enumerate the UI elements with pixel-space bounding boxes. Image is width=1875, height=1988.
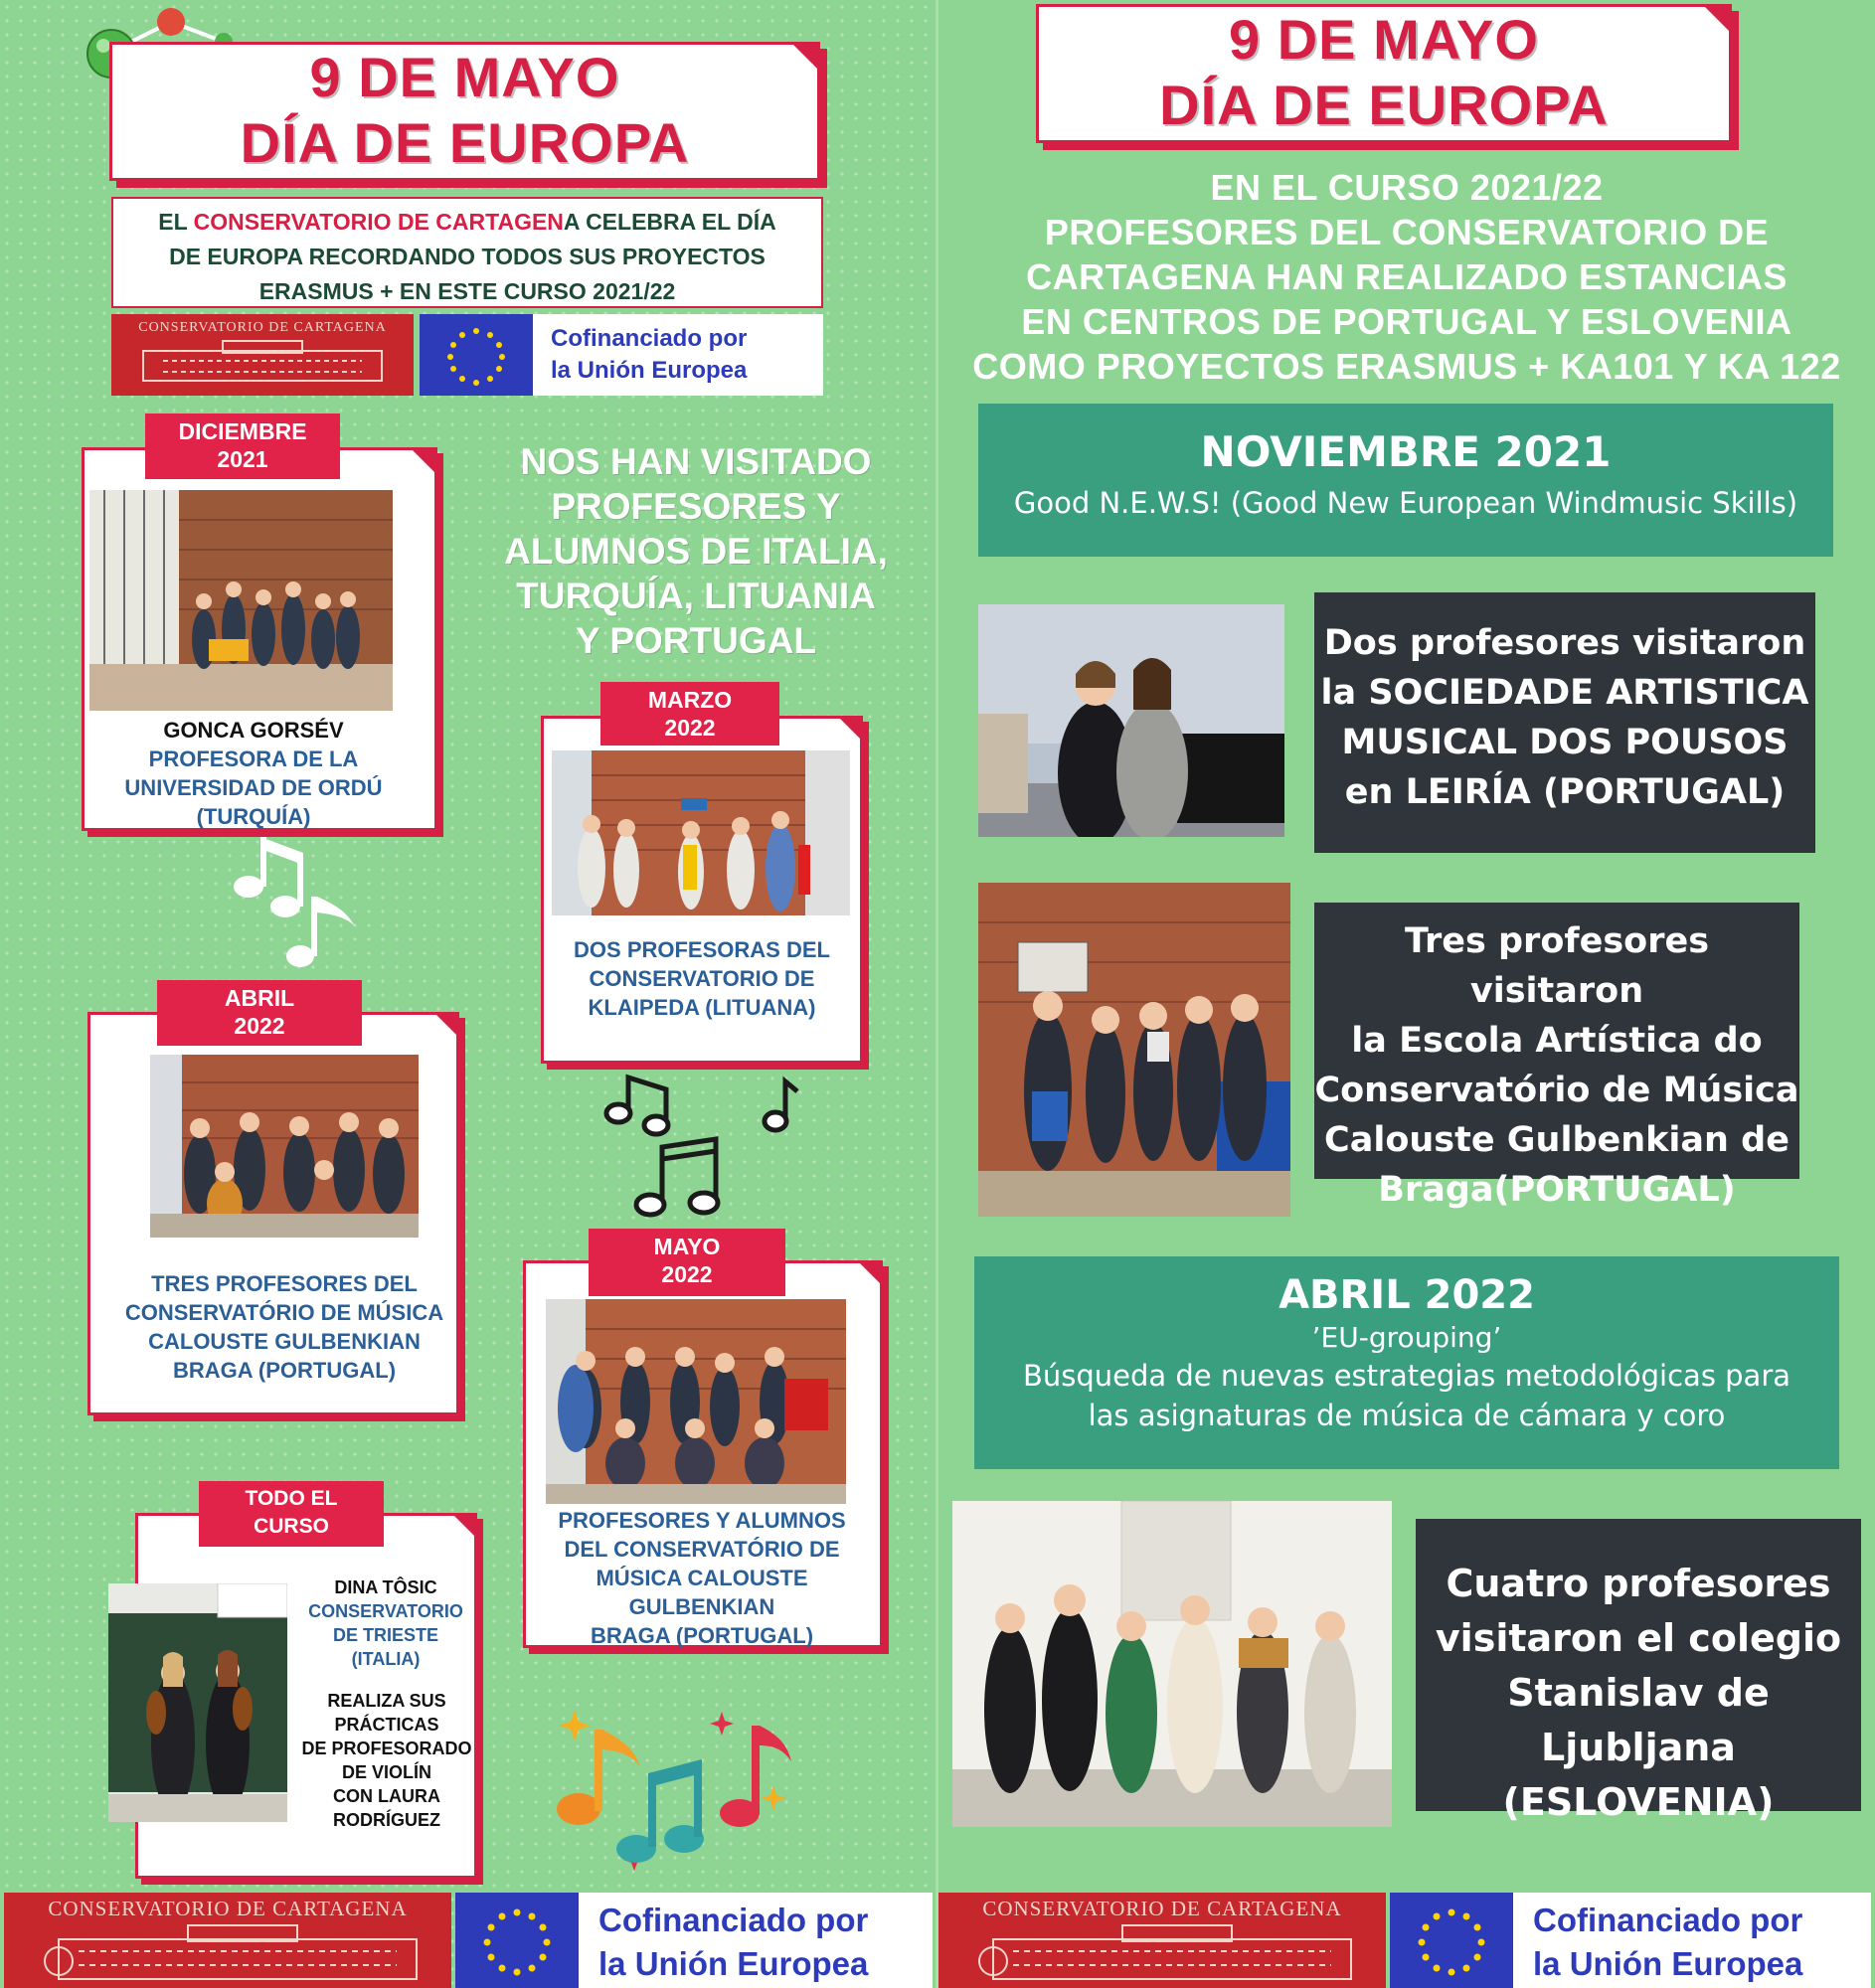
abril-description: Búsqueda de nuevas estrategias metodológicas para las asignaturas de música de cámara y coro — [1022, 1359, 1791, 1432]
noviembre-box — [978, 404, 1833, 557]
card-practice-text: REALIZA SUS PRÁCTICAS DE PROFESORADO DE VIOLÍN CON LAURA RODRÍGUEZ — [301, 1691, 472, 1830]
card-corner — [433, 1012, 459, 1038]
group-photo — [150, 1055, 419, 1238]
eu-cofinanced-label-footer: Cofinanciado por la Unión Europea — [579, 1893, 933, 1988]
card-caption: PROFESORES Y ALUMNOS DEL CONSERVATÓRIO DE MÚSICA CALOUSTE GULBENKIAN BRAGA (PORTUGAL) — [558, 1508, 846, 1648]
card-corner — [857, 1260, 883, 1286]
abril-heading: ABRIL 2022 — [1278, 1272, 1535, 1318]
violin-photo — [108, 1583, 287, 1822]
card-person-name: GONCA GORSÉV — [163, 718, 344, 743]
ljubljana-photo — [952, 1501, 1392, 1827]
eu-flag-icon — [1390, 1893, 1513, 1988]
group-photo — [546, 1299, 846, 1504]
noviembre-heading: NOVIEMBRE 2021 — [1200, 427, 1612, 476]
right-panel — [938, 0, 1875, 1988]
colorful-music-notes-icon — [545, 1690, 803, 1879]
card-marzo-2022 — [541, 716, 863, 1064]
abril-box — [974, 1256, 1839, 1469]
date-tag-abril: ABRIL 2022 — [157, 980, 362, 1046]
eu-cofinanced-label-footer: Cofinanciado por la Unión Europea — [1513, 1893, 1871, 1988]
date-tag-marzo: MARZO 2022 — [600, 682, 779, 746]
left-panel — [0, 0, 937, 1988]
intro-text: EN EL CURSO 2021/22 PROFESORES DEL CONSERVATORIO DE CARTAGENA HAN REALIZADO ESTANCIAS EN CENTROS DE PORTUGAL Y ESLOVENIA COMO PROYECTOS ERASMUS + KA101 Y KA 122 — [972, 167, 1841, 387]
group-photo — [552, 750, 850, 915]
visit-ljubljana-box: Cuatro profesores visitaron el colegio Stanislav de Ljubljana (ESLOVENIA) — [1416, 1519, 1861, 1811]
title-line1: 9 DE MAYO — [1229, 8, 1539, 71]
card-caption: DOS PROFESORAS DEL CONSERVATORIO DE KLAIPEDA (LITUANA) — [574, 937, 830, 1020]
card-corner — [837, 716, 863, 742]
eu-flag-icon — [420, 314, 533, 396]
noviembre-subtitle: Good N.E.W.S! (Good New European Windmusic Skills) — [1013, 486, 1798, 520]
date-tag-diciembre: DICIEMBRE 2021 — [145, 414, 340, 479]
visit-braga-box: Tres profesores visitaron la Escola Artística do Conservatório de Música Calouste Gulbenkian de Braga(PORTUGAL) — [1314, 903, 1799, 1179]
leiria-photo — [978, 604, 1284, 837]
card-diciembre-2021 — [82, 447, 437, 831]
card-caption: PROFESORA DE LA UNIVERSIDAD DE ORDÚ (TURQUÍA) — [124, 746, 383, 829]
eu-cofinanced-label: Cofinanciado por la Unión Europea — [533, 314, 823, 396]
music-notes-icon — [221, 837, 370, 976]
visit-leiria-box: Dos profesores visitaron la SOCIEDADE ARTISTICA MUSICAL DOS POUSOS en LEIRÍA (PORTUGAL) — [1314, 592, 1815, 853]
conservatorio-logo-footer: CONSERVATORIO DE CARTAGENA — [938, 1893, 1386, 1988]
building-icon — [953, 1921, 1371, 1985]
card-mayo-2022 — [523, 1260, 883, 1648]
abril-project-name: ’EU-grouping’ — [1311, 1321, 1502, 1354]
title-corner — [790, 42, 820, 72]
visits-heading: NOS HAN VISITADO PROFESORES Y ALUMNOS DE ITALIA, TURQUÍA, LITUANIA Y PORTUGAL — [504, 441, 888, 661]
title-line2: DÍA DE EUROPA — [1159, 74, 1609, 136]
title-corner — [1702, 4, 1732, 34]
card-abril-2022 — [87, 1012, 459, 1415]
card-todo-el-curso — [135, 1513, 477, 1879]
title-line1: 9 DE MAYO — [309, 46, 620, 108]
date-tag-mayo: MAYO 2022 — [589, 1229, 785, 1296]
conservatorio-name: CONSERVATORIO DE CARTAGEN — [193, 209, 564, 235]
conservatorio-logo: CONSERVATORIO DE CARTAGENA — [111, 314, 414, 396]
intro-box: EL CONSERVATORIO DE CARTAGENA CELEBRA EL DÍA DE EUROPA RECORDANDO TODOS SUS PROYECTOS ERASMUS + EN ESTE CURSO 2021/22 — [111, 197, 823, 308]
eu-flag-icon — [455, 1893, 579, 1988]
date-tag-curso: TODO EL CURSO — [199, 1481, 384, 1547]
group-photo — [89, 490, 393, 711]
card-caption: TRES PROFESORES DEL CONSERVATÓRIO DE MÚSICA CALOUSTE GULBENKIAN BRAGA (PORTUGAL) — [124, 1271, 444, 1383]
black-music-notes-icon — [600, 1070, 799, 1229]
building-icon — [19, 1921, 436, 1985]
card-person-name: DINA TÔSIC — [334, 1577, 437, 1597]
title-card — [1036, 4, 1732, 143]
title-card — [109, 42, 820, 181]
card-corner — [410, 447, 435, 473]
card-corner — [451, 1513, 477, 1539]
building-icon — [123, 336, 402, 386]
braga-photo — [978, 883, 1290, 1217]
title-line2: DÍA DE EUROPA — [240, 111, 690, 174]
conservatorio-logo-footer: CONSERVATORIO DE CARTAGENA — [4, 1893, 451, 1988]
card-caption: CONSERVATORIO DE TRIESTE (ITALIA) — [308, 1601, 463, 1669]
